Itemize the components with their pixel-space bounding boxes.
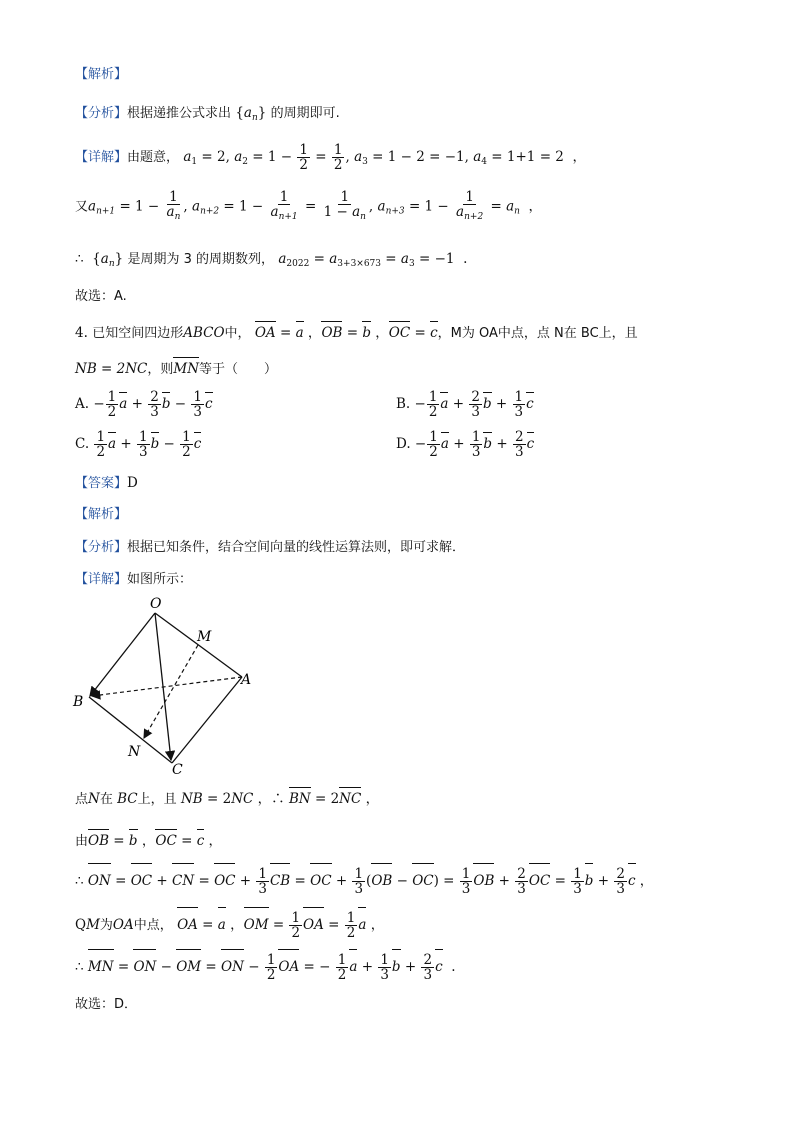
therefore-text: 是周期为 3 的周期数列， [127, 252, 275, 267]
solution-line4: QM为OA中点， OA = a ，OM = $\frac{1}{2}$ OA = $\frac{1}{2}$ a ， [75, 910, 385, 941]
q4-stem6: ，则 [147, 362, 174, 377]
q4-xiangjie-tag: 【详解】 [75, 572, 128, 587]
q4-stem2: 中， [224, 326, 251, 341]
solution-line1: 点N在 BC上，且 NB = 2NC ，∴ BN = 2NC ， [75, 791, 380, 807]
sol1-a: 点 [75, 792, 89, 807]
fenxi-tag: 【分析】 [75, 106, 128, 121]
option-a: A. − $\frac{1}{2}$ a + $\frac{2}{3}$ b − $\frac{1}{3}$ c [75, 389, 213, 420]
q4-xiangjie-text: 如图所示： [127, 572, 193, 587]
you-text: 又 [75, 199, 89, 215]
q4-stem7: 等于（ ） [199, 362, 278, 377]
option-c-label: C. [75, 436, 90, 452]
solution-line3: ∴ ON = OC + CN = OC + $\frac{1}{3}$ CB = OC + $\frac{1}{3}$ (OB − OC) = $\frac{1}{3}$ OB + $\frac{2}{3}$ OC = $\frac{1}{3}$ b + $\frac{2}{3}$ c ， [75, 866, 654, 897]
q4-number: 4. [75, 325, 88, 341]
q4-analysis-line [75, 538, 465, 557]
label-A: A [241, 672, 252, 688]
option-d-label: D. [396, 436, 411, 452]
q3-analysis-line [75, 104, 340, 127]
sol4-b: 中点， [133, 918, 173, 933]
sol1-b: 在 [99, 792, 113, 807]
label-M: M [197, 629, 212, 645]
solution-line2: 由OB = b ，OC = c ， [75, 833, 223, 849]
answer-tag: 【答案】 [75, 476, 128, 491]
q4-stem1: 已知空间四边形 [92, 326, 184, 341]
q4-stem-line2: NB = 2NC，则MN等于（ ） [75, 361, 278, 377]
vector-AB-dashed [92, 677, 242, 696]
q4-stem5: NB = 2NC [75, 361, 148, 377]
answer-value: D [127, 475, 138, 491]
q4-stem4: ，M为 OA中点，点 N在 BC上，且 [437, 326, 638, 341]
seq-an: $\{a_n\}$ [235, 105, 267, 123]
label-B: B [73, 694, 84, 710]
q4-answer-line [75, 474, 138, 493]
sol1-c: 上，且 [137, 792, 177, 807]
sol2-a: 由 [75, 834, 89, 849]
label-O: O [150, 596, 162, 612]
q4-choice: 故选：D． [75, 997, 138, 1012]
label-C: C [172, 762, 183, 778]
option-b-label: B. [396, 396, 411, 412]
q3-detail-line: 【详解】由题意， $a_1 = 2$, $a_2 = 1$ − $\frac{1}{2}$ = $\frac{1}{2}$ , $a_3 = 1 - 2 = -1$, $a_4 = 1+1 = 2$ ， [75, 142, 586, 173]
label-N: N [128, 744, 141, 760]
tetrahedron-figure [68, 592, 268, 782]
option-c: C. $\frac{1}{2}$ a + $\frac{1}{3}$ b − $\frac{1}{2}$ c [75, 429, 202, 460]
sol4-a: 为 [99, 918, 113, 933]
option-d: D. − $\frac{1}{2}$ a + $\frac{1}{3}$ b + $\frac{2}{3}$ c [396, 429, 535, 460]
option-a-label: A. [75, 396, 90, 412]
xiangjie-text: 由题意， [127, 150, 180, 165]
xiangjie-tag: 【详解】 [75, 150, 128, 165]
q3-choice: 故选：A. [75, 289, 127, 304]
edge-OA [155, 613, 242, 677]
vector-OB [90, 613, 155, 696]
q4-detail-line [75, 570, 192, 589]
edge-AC [172, 677, 242, 763]
fenxi-end: 的周期即可. [270, 106, 340, 121]
solution-line5: ∴ MN = ON − OM = ON − $\frac{1}{2}$ OA = − $\frac{1}{2}$ a + $\frac{1}{3}$ b + $\frac{2}{3}$ c . [75, 952, 456, 983]
q4-fenxi-text: 根据已知条件，结合空间向量的线性运算法则，即可求解． [127, 540, 466, 555]
q4-stem-line1: 4. 已知空间四边形ABCO中， OA = a ，OB = b ，OC = c，M为 OA中点，点 N在 BC上，且 [75, 325, 638, 341]
q3-therefore-line: ∴ $\{a_n\}$ 是周期为 3 的周期数列， $a_{2022} = a_{3+3\times 673} = a_3 = -1$ . [75, 251, 468, 269]
analysis-heading: 【解析】 [75, 67, 128, 82]
q4-abco: ABCO [183, 325, 225, 341]
analysis-heading-2: 【解析】 [75, 507, 128, 522]
q3-recurrence-line: 又$a_{n+1} = 1$ − $\frac{1}{a_n}$ , $a_{n+2} = 1$ − $\frac{1}{a_{n+1}}$ = $\frac{1}{1 - a_n}$ , $a_{n+3} = 1$ − $\frac{1}{a_{n+2}}$ = $a_n$ ， [75, 189, 543, 222]
fenxi-text: 根据递推公式求出 [127, 106, 232, 121]
option-b: B. − $\frac{1}{2}$ a + $\frac{2}{3}$ b + $\frac{1}{3}$ c [396, 389, 534, 420]
q4-fenxi-tag: 【分析】 [75, 540, 128, 555]
vector-MN-dashed [144, 645, 198, 738]
